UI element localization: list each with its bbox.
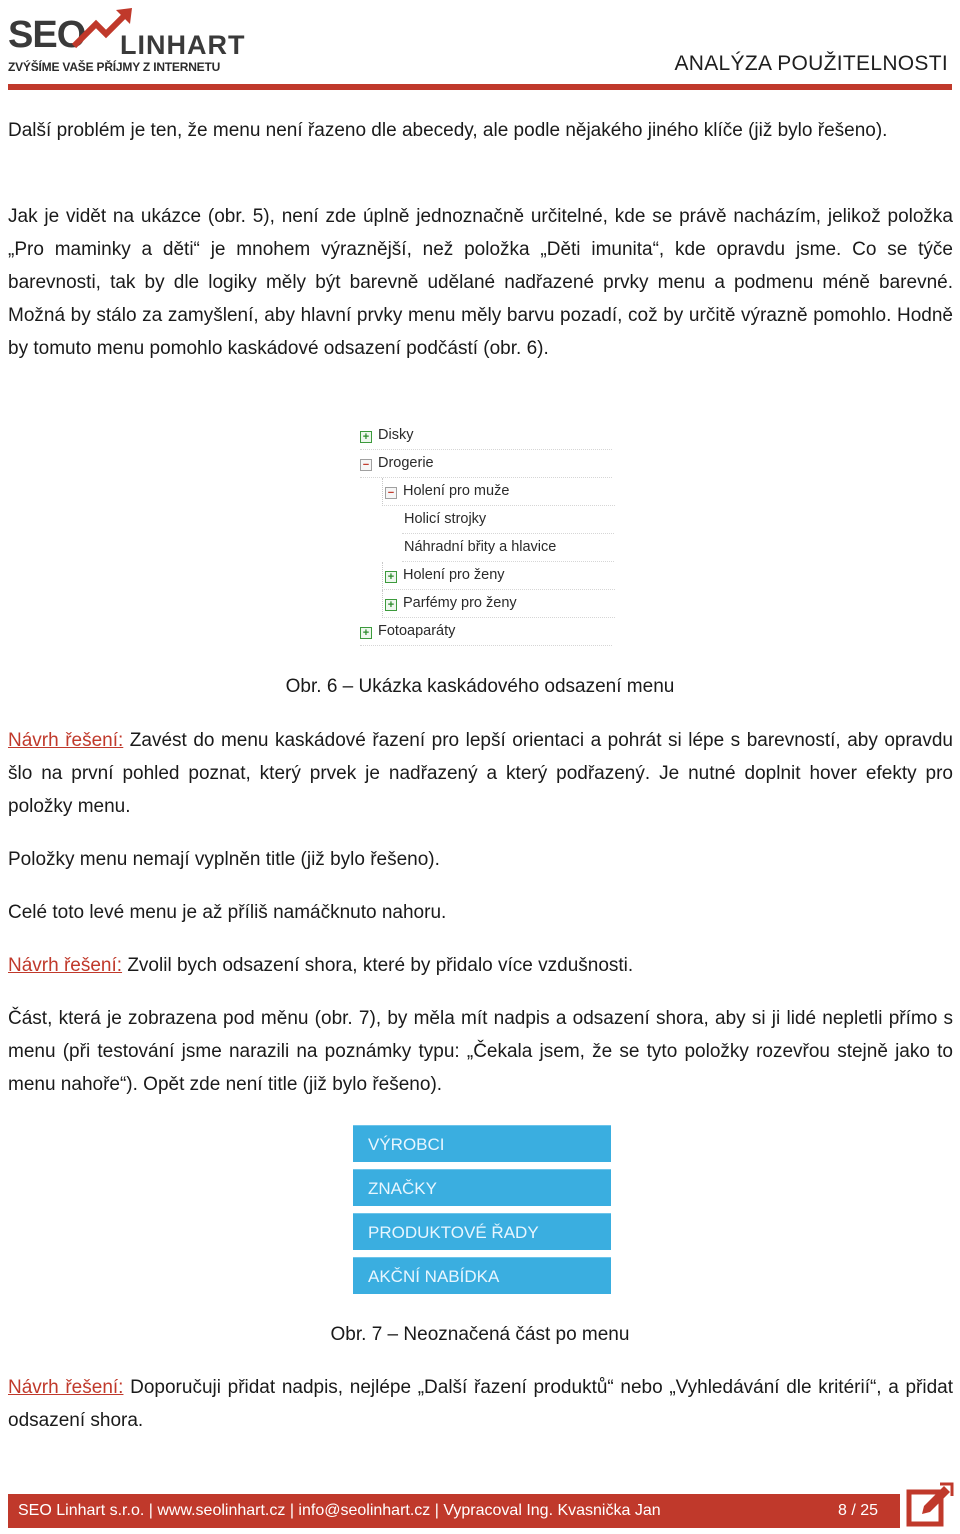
paragraph-6 <box>8 949 953 982</box>
tree-item-holeni-pro-muze <box>382 478 615 506</box>
collapse-icon: − <box>385 487 397 499</box>
tree-item-parfemy-pro-zeny <box>382 590 615 618</box>
expand-icon: + <box>360 431 372 443</box>
header-divider <box>8 84 952 90</box>
tree-menu-figure <box>354 422 612 646</box>
tree-item-nahradni-brity <box>402 534 614 562</box>
paragraph-1: Další problém je ten, že menu není řazeno dle abecedy, ale podle nějakého jiného klíče (již bylo řešeno). <box>8 120 888 141</box>
paragraph-2: Jak je vidět na ukázce (obr. 5), není zde úplně jednoznačně určitelné, kde se právě nacházím, jelikož položka „Pro maminky a děti“ je mnohem výraznější, než položka „Děti imunita“, kde opravdu jsme. Co se týče barevnosti, tak by dle logiky měly být barevně udělané nadřazené prvky menu a podmenu méně barevné. Možná by stálo za zamyšlení, aby hlavní prvky menu měly barvu pozadí, což by určitě výrazně pomohlo. Hodně by tomuto menu pomohlo kaskádové odsazení podčástí (obr. 6). <box>8 206 953 359</box>
collapse-icon: − <box>360 459 372 471</box>
tree-item-label: Parfémy pro ženy <box>403 595 517 611</box>
paragraph-8-text: Doporučuji přidat nadpis, nejlépe „Další řazení produktů“ nebo „Vyhledávání dle kritérií“, a přidat odsazení shora. <box>8 1377 954 1431</box>
tree-item-label: Holicí strojky <box>404 511 487 527</box>
tree-item-disky <box>360 422 612 450</box>
tree-item-holeni-pro-zeny <box>382 562 615 590</box>
paragraph-3-text: Zavést do menu kaskádové řazení pro lepší orientaci a pohrát si lépe s barevností, aby opravdu šlo na první pohled poznat, který prvek je nadřazený a který podřazený. Je nutné doplnit hover efekty pro položky menu. <box>8 730 953 817</box>
tree-item-drogerie <box>360 450 612 478</box>
paragraph-6-text: Zvolil bych odsazení shora, které by přidalo více vzdušnosti. <box>122 955 634 976</box>
paragraph-3 <box>8 724 953 823</box>
menu-button-produktove-rady: PRODUKTOVÉ ŘADY <box>353 1213 611 1250</box>
paragraph-7: Část, která je zobrazena pod měnu (obr. 7), by měla mít nadpis a odsazení shora, aby si ji lidé nepletli přímo s menu (při testování jsme narazili na poznámky typu: „Čekala jsem, že se tyto položky rozevřou stejně jako to menu nahoře“). Opět zde není title (již bylo řešeno). <box>8 1008 953 1095</box>
tree-item-label: Disky <box>378 427 414 443</box>
solution-label: Návrh řešení: <box>8 955 123 976</box>
paragraph-8 <box>8 1371 953 1437</box>
expand-icon: + <box>385 599 397 611</box>
expand-icon: + <box>385 571 397 583</box>
tree-item-label: Holení pro ženy <box>403 567 505 583</box>
expand-icon: + <box>360 627 372 639</box>
tree-item-holici-strojky <box>402 506 614 534</box>
tree-item-fotoaparaty <box>360 618 612 646</box>
footer-contact: SEO Linhart s.r.o. | www.seolinhart.cz | info@seolinhart.cz | Vypracoval Ing. Kvasnička Jan <box>18 1502 661 1519</box>
menu-button-znacky: ZNAČKY <box>353 1169 611 1206</box>
paragraph-5: Celé toto levé menu je až příliš namáčknuto nahoru. <box>8 902 447 923</box>
figure-6-caption: Obr. 6 – Ukázka kaskádového odsazení menu <box>285 676 675 697</box>
page-number: 8 / 25 <box>838 1502 879 1519</box>
tree-item-label: Drogerie <box>378 455 434 471</box>
logo-linhart: LINHART <box>120 30 246 60</box>
logo <box>8 6 283 78</box>
menu-button-vyrobci: VÝROBCI <box>353 1125 611 1162</box>
solution-label: Návrh řešení: <box>8 1377 124 1398</box>
edit-pencil-icon <box>906 1480 954 1528</box>
tree-item-label: Holení pro muže <box>403 483 510 499</box>
logo-tagline: ZVÝŠÍME VAŠE PŘÍJMY Z INTERNETU <box>8 60 221 74</box>
tree-item-label: Fotoaparáty <box>378 623 456 639</box>
document-title: ANALÝZA POUŽITELNOSTI <box>674 52 948 75</box>
tree-item-label: Náhradní břity a hlavice <box>404 539 557 555</box>
paragraph-4: Položky menu nemají vyplněn title (již bylo řešeno). <box>8 849 440 870</box>
logo-seo: SEO <box>8 14 86 56</box>
figure-7-caption: Obr. 7 – Neoznačená část po menu <box>330 1324 630 1345</box>
solution-label: Návrh řešení: <box>8 730 124 751</box>
menu-button-akcni-nabidka: AKČNÍ NABÍDKA <box>353 1257 611 1294</box>
